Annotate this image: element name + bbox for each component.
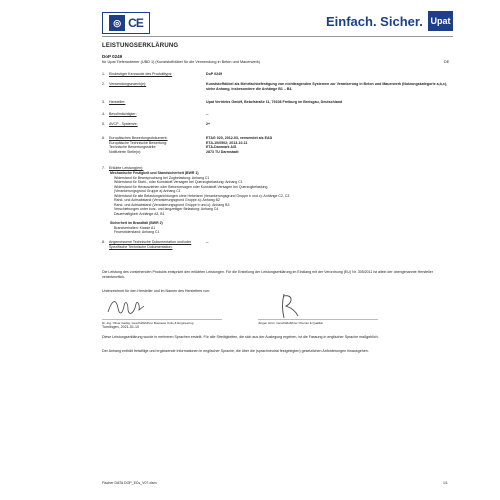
product-subtitle: für Upat Tiefenwärmer (UBD 1) (Kunststoffdübel für die Verwendung in Beton und Mauerwerk)	[102, 60, 261, 64]
signed-for-text: Unterzeichnet für den Hersteller und im Namen des Herstellers von:	[102, 289, 210, 293]
item-8: 8. Angemessene Technische Dokumentation und/oder Spezifische Technische Dokumentation: --	[102, 240, 209, 249]
declaration-text: Die Leistung des vorstehenden Produkts entspricht den erklärten Leistungen. Für die Erstellung der Leistungserklärung im Einklang mit der Verordnung (EU) Nr. 305/2011 ist allein der obengenannte Hersteller verantwortlich.	[102, 270, 433, 279]
signature-1	[106, 294, 146, 320]
signature-line-1	[102, 319, 222, 320]
signature-2	[272, 292, 302, 322]
slogan: Einfach. Sicher.	[326, 14, 423, 29]
footer-file: Fischer DATA DOP_ECs_V07.xlsm	[102, 481, 157, 485]
page-title: LEISTUNGSERKLÄRUNG	[102, 43, 179, 49]
header-divider	[102, 36, 453, 37]
item-6: 6. Europäisches Bewertungsdokument: Europäische Technische Bewertung: Technische Bewertungsstelle: Notifizierte Stelle(n): ETAG 020, 2012-03, verwendet als EAD ETA-10/0502; 2013-10-11 ETA-Danmark A/S 2873 TU Darmstadt	[102, 136, 273, 154]
ce-logo	[102, 12, 150, 34]
language-note: Diese Leistungserklärung wurde in mehreren Sprachen erstellt. Für alle Streitigkeiten, die sich aus der Auslegung ergeben, ist die Fassung in englischer Sprache maßgeblich.	[102, 335, 379, 339]
annex-note: Der Anhang enthält freiwillige und ergänzende Informationen in englischer Sprache, die über die (sprachneutral festgelegten) gesetzlichen Anforderungen hinausgehen.	[102, 349, 369, 353]
language-code: DE	[444, 60, 450, 64]
performance-group-2: Sicherheit im Brandfall (BWR 2) Brandverhalten: Klasse A1 Feuerwiderstand: Anhang C1	[110, 221, 163, 234]
badge-icon: ◎	[109, 15, 125, 31]
page-number: 1/1	[443, 481, 448, 485]
upat-logo: Upat	[428, 11, 453, 31]
ce-mark: CE	[128, 16, 143, 30]
dop-number: DoP 0249	[102, 54, 123, 59]
signatory-2: Jürgen Grün, Geschäftsführer Chemie & Qualität	[258, 321, 323, 325]
signature-line-2	[258, 319, 378, 320]
signatory-1: Dr.-Ing. Oliver Geibig, Geschäftsführer Business Units & Engineering	[102, 321, 194, 325]
performance-group-1: Mechanische Festigkeit und Standsicherheit (BWR 1) Widerstand für Beanspruchung bei Zugbelastung: Anhang C1 Widerstand für Stahl-, oder Kunststoff-Versagen bei Querzugbelastung: Anhang C1 Widerstand für Herausziehen oder Betonversagen oder Kunststoff-Versagen bei Querzugbelastung (Verankerungsgrund Gruppe a) Anhang C1 Widerstand für alle Belastungsrichtungen ohne Hebelarm (Verankerungsgrund Gruppe b und c): Anhänge C2, C3 Rand- und Achsabstand (Verankerungsgrund Gruppe a): Anhang B2 Rand- und Achsabstand (Verankerungsgrund Gruppe b und c): Anhang B3 Verschiebungen unter kurz- und langzeitiger Belastung: Anhang C4 Dauerhaftigkeit: Anhänge A3, B1	[110, 171, 290, 216]
place-date: Tumlingen, 2021-01-10	[102, 325, 140, 329]
